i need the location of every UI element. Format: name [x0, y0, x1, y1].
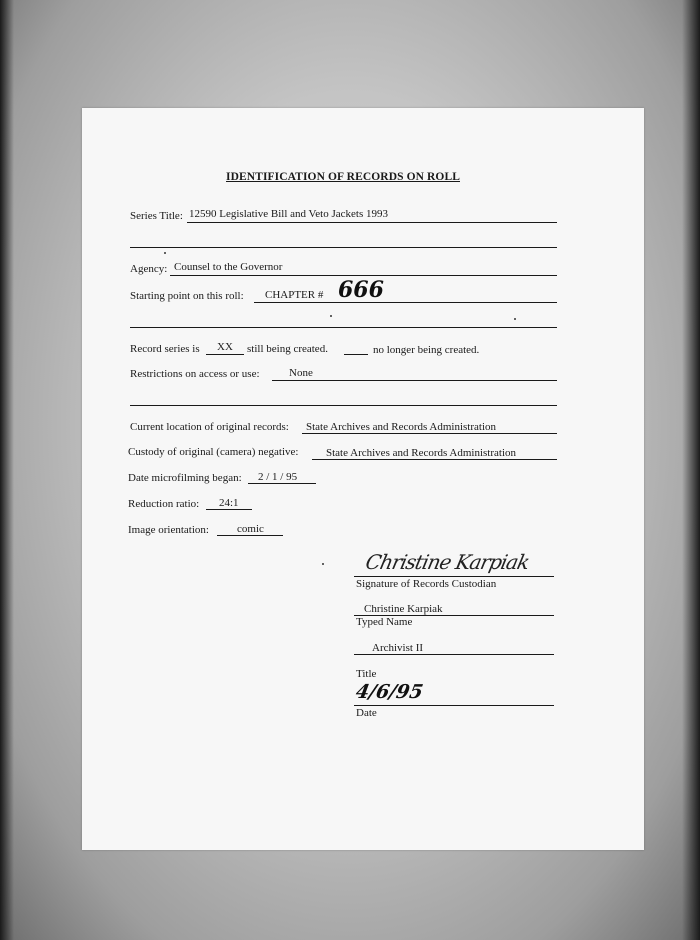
series-title-value: 12590 Legislative Bill and Veto Jackets 1993 [189, 208, 388, 220]
agency-label: Agency: [130, 263, 168, 275]
records-form-page [82, 108, 644, 850]
starting-point-line [254, 302, 557, 303]
current-location-label: Current location of original records: [130, 421, 289, 433]
restrictions-value: None [289, 367, 313, 379]
typed-name-value: Christine Karpiak [364, 603, 443, 615]
starting-point-line-2 [130, 327, 557, 328]
scan-speck [322, 563, 324, 565]
date-began-line [248, 483, 316, 484]
current-location-line [302, 433, 557, 434]
record-series-label: Record series is [130, 343, 200, 355]
custody-value: State Archives and Records Administration [326, 447, 517, 459]
record-series-still-mark: XX [217, 341, 233, 353]
reduction-value: 24:1 [219, 497, 239, 509]
date-began-label: Date microfilming began: [128, 472, 242, 484]
reduction-line [206, 509, 252, 510]
custody-line [312, 459, 557, 460]
record-series-no-longer-label: no longer being created. [373, 344, 480, 356]
series-title-line [187, 222, 557, 223]
typed-name-label: Typed Name [356, 616, 413, 628]
starting-point-handwritten: 666 [338, 277, 384, 303]
signature-label: Signature of Records Custodian [356, 578, 497, 590]
date-line [354, 705, 554, 706]
scan-edge-left [0, 0, 14, 940]
scan-speck [330, 315, 332, 317]
orientation-value: comic [237, 523, 264, 535]
date-label: Date [356, 707, 377, 719]
custody-label: Custody of original (camera) negative: [128, 446, 299, 458]
restrictions-label: Restrictions on access or use: [130, 368, 260, 380]
starting-point-label: Starting point on this roll: [130, 290, 244, 302]
form-title: IDENTIFICATION OF RECORDS ON ROLL [226, 171, 460, 183]
reduction-label: Reduction ratio: [128, 498, 200, 510]
title-line [354, 654, 554, 655]
record-series-still-label: still being created. [247, 343, 328, 355]
date-began-value: 2 / 1 / 95 [258, 471, 298, 483]
agency-value: Counsel to the Governor [174, 261, 283, 273]
signature-line [354, 576, 554, 577]
date-handwritten: 4/6/95 [354, 681, 425, 703]
custodian-signature: Christine Karpiak [363, 550, 532, 574]
orientation-line [217, 535, 283, 536]
starting-point-value: CHAPTER # [265, 289, 324, 301]
scan-edge-right [682, 0, 700, 940]
series-title-label: Series Title: [130, 210, 183, 222]
scan-speck [164, 252, 166, 254]
restrictions-line [272, 380, 557, 381]
current-location-value: State Archives and Records Administration [306, 421, 497, 433]
title-value: Archivist II [372, 642, 424, 654]
restrictions-line-2 [130, 405, 557, 406]
series-title-line-2 [130, 247, 557, 248]
scan-speck [514, 318, 516, 320]
record-series-no-longer-line [344, 354, 368, 355]
agency-line [170, 275, 557, 276]
orientation-label: Image orientation: [128, 524, 209, 536]
title-label: Title [356, 668, 377, 680]
record-series-still-line [206, 354, 244, 355]
